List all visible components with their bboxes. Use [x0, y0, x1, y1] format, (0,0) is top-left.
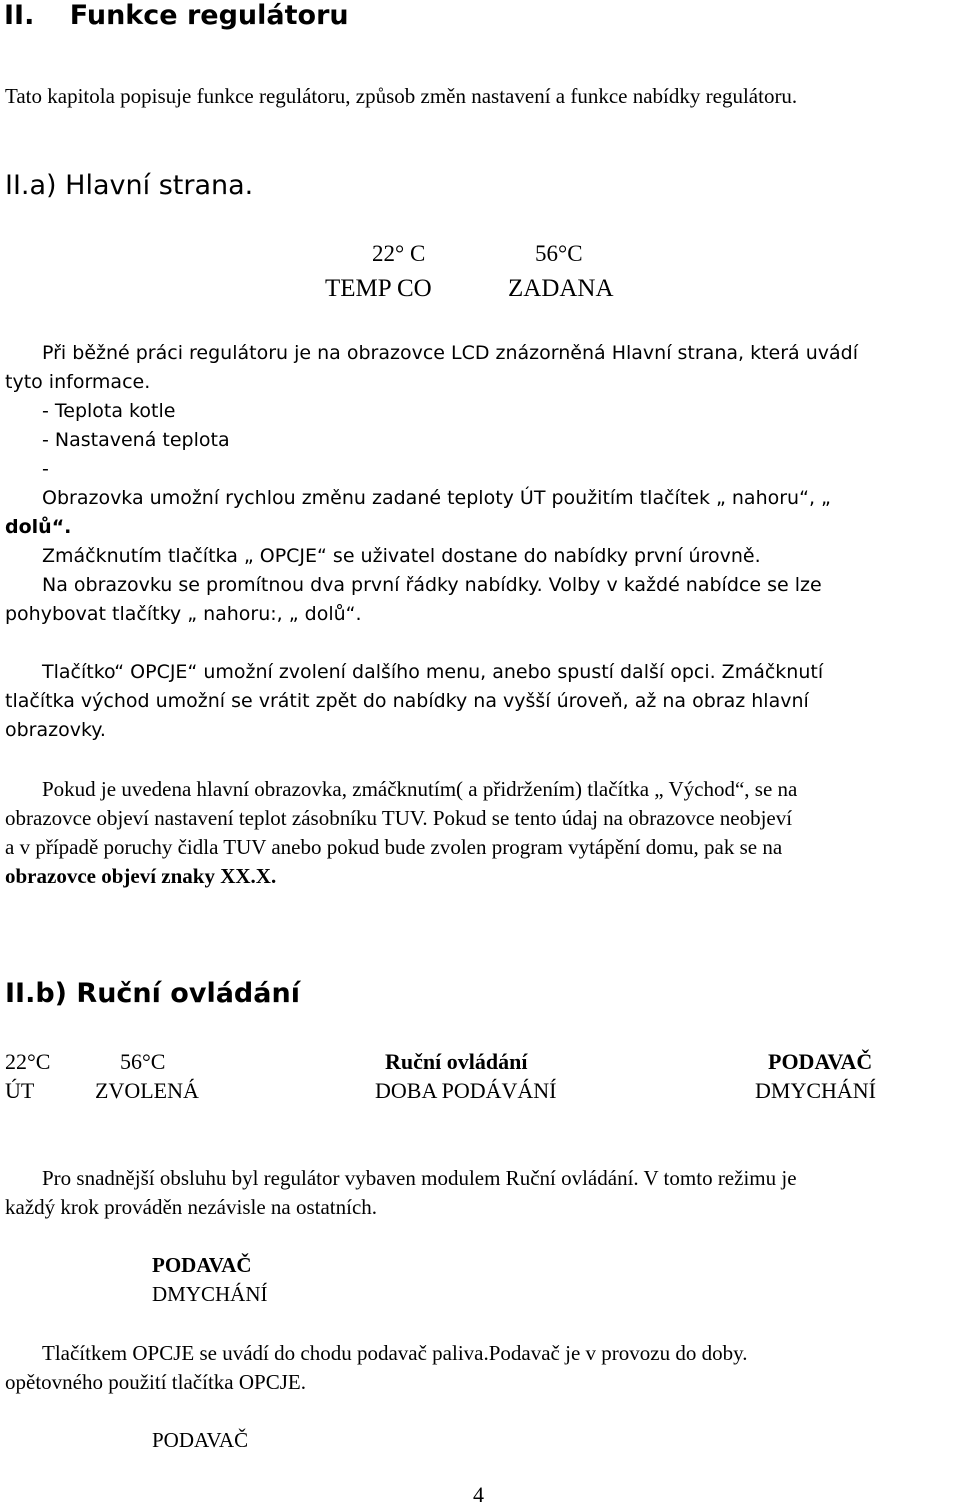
para-a6-line2: obrazovce objeví nastavení teplot zásobníku TUV. Pokud se tento údaj na obrazovce neobjeví [5, 806, 793, 830]
chapter-heading [4, 0, 349, 31]
para-b2-line1: Tlačítkem OPCJE se uvádí do chodu podavač paliva.Podavač je v provozu do doby. [42, 1341, 748, 1365]
para-a5-line2: tlačítka východ umožní se vrátit zpět do nabídky na vyšší úroveň, až na obraz hlavní [5, 690, 809, 712]
para-a4-line1: Na obrazovku se promítnou dva první řádky nabídky. Volby v každé nabídce se lze [42, 574, 822, 596]
intro-text: Tato kapitola popisuje funkce regulátoru, způsob změn nastavení a funkce nabídky regulátoru. [5, 84, 798, 108]
display-b-col1-row1: 22°C [5, 1049, 51, 1074]
display-b-col2-row2: ZVOLENÁ [95, 1078, 199, 1103]
chapter-number: II. [4, 0, 35, 31]
display-b-col2-row1: 56°C [120, 1049, 166, 1074]
menu-item-podavac: PODAVAČ [152, 1253, 252, 1277]
list-item-2: - Nastavená teplota [42, 429, 230, 451]
para-a2-line1: Obrazovka umožní rychlou změnu zadané teploty ÚT použitím tlačítek „ nahoru“, „ [42, 487, 831, 509]
page-number: 4 [473, 1482, 484, 1507]
para-a6-line3: a v případě poruchy čidla TUV anebo pokud bude zvolen program vytápění domu, pak se na [5, 835, 783, 859]
display-b-col1-row2: ÚT [5, 1078, 35, 1103]
chapter-title: Funkce regulátoru [69, 0, 349, 31]
para-b1-line2: každý krok prováděn nezávisle na ostatních. [5, 1195, 378, 1219]
section-a-title: II.a) Hlavní strana. [5, 170, 254, 201]
list-item-1: - Teplota kotle [42, 400, 176, 422]
menu-item-podavac-2: PODAVAČ [152, 1428, 249, 1452]
para-a6-line4: obrazovce objeví znaky XX.X. [5, 864, 277, 888]
display-a-value-1: 22° C [372, 241, 426, 266]
para-b2-line2: opětovného použití tlačítka OPCJE. [5, 1370, 306, 1394]
display-b-col3-row2: DOBA PODÁVÁNÍ [375, 1078, 557, 1103]
display-a-label-1: TEMP CO [325, 275, 432, 302]
para-a1-line2: tyto informace. [5, 371, 151, 393]
para-a5-line1: Tlačítko“ OPCJE“ umožní zvolení dalšího menu, anebo spustí další opci. Zmáčknutí [42, 661, 824, 683]
display-b-col3-row1: Ruční ovládání [385, 1049, 528, 1074]
display-b-col4-row1: PODAVAČ [768, 1049, 873, 1074]
para-a5-line3: obrazovky. [5, 719, 106, 741]
para-a6-line1: Pokud je uvedena hlavní obrazovka, zmáčknutím( a přidržením) tlačítka „ Východ“, se na [42, 777, 798, 801]
para-a1-line1: Při běžné práci regulátoru je na obrazovce LCD znázorněná Hlavní strana, která uvádí [42, 342, 858, 364]
list-item-3: - [42, 458, 49, 480]
section-b-title: II.b) Ruční ovládání [5, 978, 300, 1009]
display-a-label-2: ZADANA [508, 275, 614, 302]
para-a2-line2: dolů“. [5, 516, 72, 538]
display-b-col4-row2: DMYCHÁNÍ [755, 1078, 876, 1103]
para-a4-line2: pohybovat tlačítky „ nahoru:, „ dolů“. [5, 603, 362, 625]
para-b1-line1: Pro snadnější obsluhu byl regulátor vybaven modulem Ruční ovládání. V tomto režimu je [42, 1166, 797, 1190]
menu-item-dmychani: DMYCHÁNÍ [152, 1282, 268, 1306]
display-a-value-2: 56°C [535, 241, 583, 266]
para-a3: Zmáčknutím tlačítka „ OPCJE“ se uživatel dostane do nabídky první úrovně. [42, 545, 761, 567]
